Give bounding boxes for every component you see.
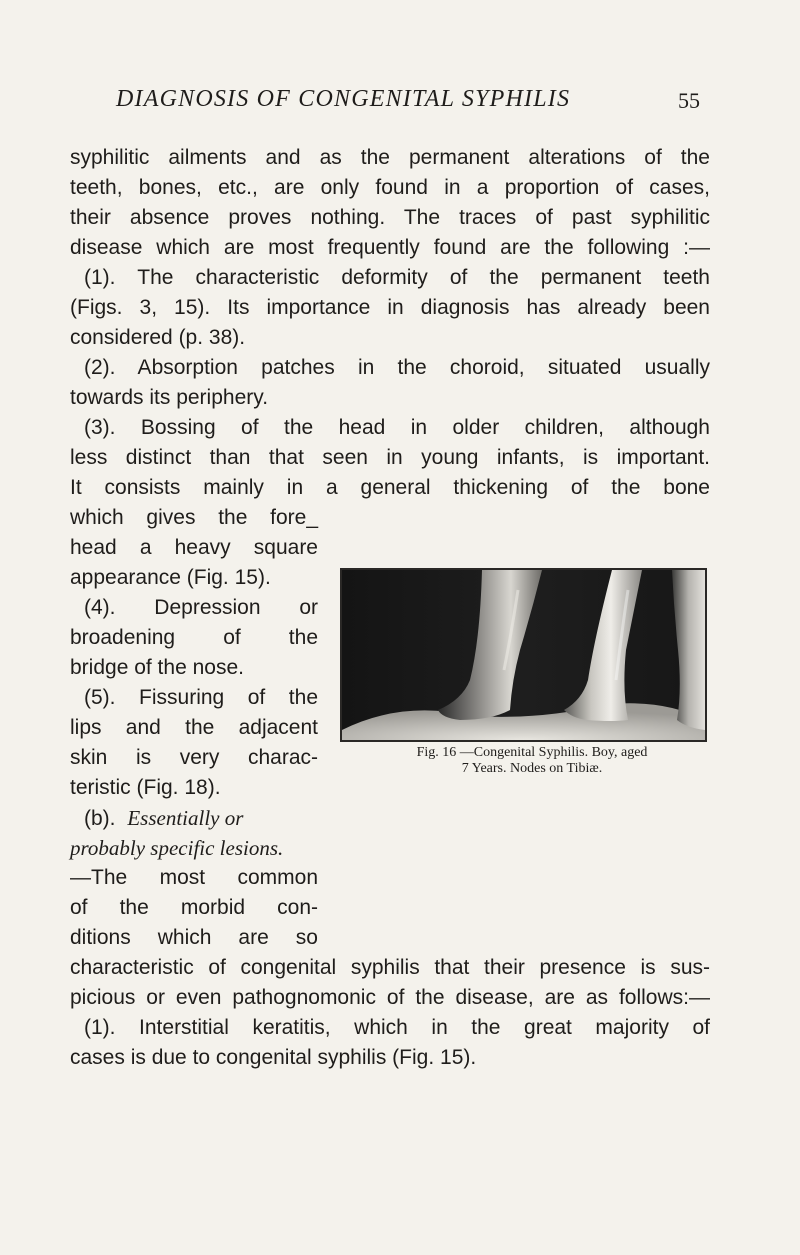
text-line: (5). Fissuring of the xyxy=(84,686,318,709)
text-line: (4). Depression or xyxy=(84,596,318,619)
text-line: head a heavy square xyxy=(70,536,318,559)
text-line: syphilitic ailments and as the permanent alterations of the xyxy=(70,146,710,169)
figure-photograph xyxy=(340,568,707,742)
legs-photo-illustration xyxy=(342,570,705,740)
section-label: (b). xyxy=(84,807,116,830)
text-line: (Figs. 3, 15). Its importance in diagnosis has already been xyxy=(70,296,710,319)
text-line: appearance (Fig. 15). xyxy=(70,566,271,589)
text-line: teeth, bones, etc., are only found in a proportion of cases, xyxy=(70,176,710,199)
text-line: which gives the fore_ xyxy=(70,506,318,529)
text-line: (1). The characteristic deformity of the permanent teeth xyxy=(84,266,710,289)
text-line: their absence proves nothing. The traces of past syphilitic xyxy=(70,206,710,229)
text-line: teristic (Fig. 18). xyxy=(70,776,221,799)
figure-caption xyxy=(352,745,712,777)
text-line: of the morbid con- xyxy=(70,896,318,919)
text-line: picious or even pathognomonic of the disease, are as follows:— xyxy=(70,986,710,1009)
caption-line: Fig. 16 —Congenital Syphilis. Boy, aged xyxy=(416,745,648,760)
page-number: 55 xyxy=(678,88,700,113)
caption-line: 7 Years. Nodes on Tibiæ. xyxy=(461,761,603,776)
text-line: —The most common xyxy=(70,866,318,889)
text-line: disease which are most frequently found are the following :— xyxy=(70,236,710,259)
text-line: characteristic of congenital syphilis that their presence is sus- xyxy=(70,956,710,979)
text-line: (2). Absorption patches in the choroid, situated usually xyxy=(84,356,710,379)
text-line: It consists mainly in a general thickening of the bone xyxy=(70,476,710,499)
text-line xyxy=(84,803,318,833)
text-line: bridge of the nose. xyxy=(70,656,244,679)
running-title: DIAGNOSIS OF CONGENITAL SYPHILIS xyxy=(116,86,571,112)
text-line: (1). Interstitial keratitis, which in the great majority of xyxy=(84,1016,710,1039)
text-line: skin is very charac- xyxy=(70,746,318,769)
text-line: (3). Bossing of the head in older children, although xyxy=(84,416,710,439)
text-line: ditions which are so xyxy=(70,926,318,949)
text-line: considered (p. 38). xyxy=(70,326,246,349)
text-line: less distinct than that seen in young infants, is important. xyxy=(70,446,710,469)
text-line: towards its periphery. xyxy=(70,386,269,409)
page-header xyxy=(0,86,800,126)
section-heading-italic: Essentially or xyxy=(127,806,244,830)
text-line: lips and the adjacent xyxy=(70,716,318,739)
text-line: cases is due to congenital syphilis (Fig. 15). xyxy=(70,1046,477,1069)
section-heading-italic: probably specific lesions. xyxy=(70,836,284,860)
text-line: broadening of the xyxy=(70,626,318,649)
